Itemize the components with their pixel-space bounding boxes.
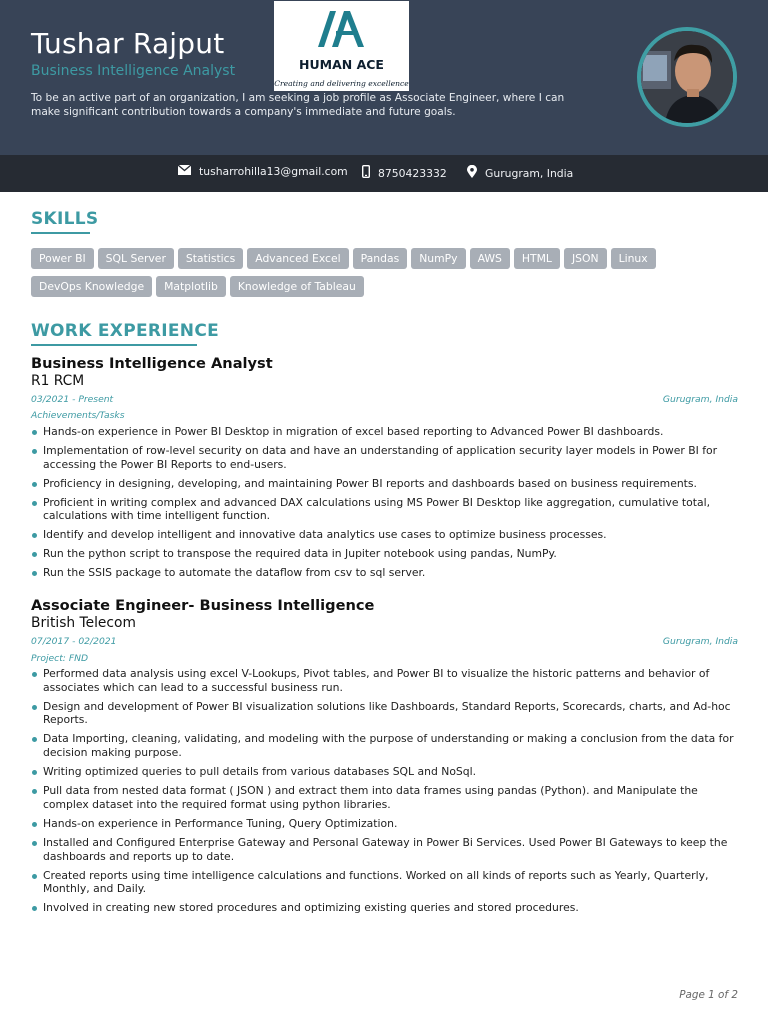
bullet-item: Hands-on experience in Power BI Desktop in migration of excel based reporting to Advanced Power BI dashboards.: [31, 425, 741, 439]
contact-phone[interactable]: [362, 165, 447, 181]
skill-chip: SQL Server: [98, 248, 174, 269]
contact-email[interactable]: [178, 165, 348, 178]
skill-chip: Advanced Excel: [247, 248, 348, 269]
profile-photo-image: [641, 31, 733, 123]
skill-chip: JSON: [564, 248, 607, 269]
contact-bar: [0, 155, 768, 192]
location-pin-icon: [467, 165, 477, 181]
email-text: tusharrohilla13@gmail.com: [199, 165, 348, 178]
skill-chip: NumPy: [411, 248, 465, 269]
resume-header: [0, 0, 768, 155]
profile-photo: [637, 27, 737, 127]
bullet-item: Proficient in writing complex and advanced DAX calculations using MS Power BI Desktop like aggregation, cumulative total, calculations with time intelligent function.: [31, 496, 741, 523]
job-location: Gurugram, India: [662, 636, 738, 647]
job-dates: 03/2021 - Present: [31, 394, 114, 405]
contact-location: [467, 165, 573, 181]
logo-tagline: Creating and delivering excellence: [274, 79, 409, 88]
page-number: Page 1 of 2: [679, 989, 738, 1001]
bullet-item: Data Importing, cleaning, validating, and modeling with the purpose of understanding or making a conclusion from the data for decision making purpose.: [31, 732, 741, 759]
bullet-item: Writing optimized queries to pull details from various databases SQL and NoSql.: [31, 765, 741, 779]
bullet-item: Run the python script to transpose the required data in Jupiter notebook using pandas, NumPy.: [31, 547, 741, 561]
bullet-item: Performed data analysis using excel V-Lookups, Pivot tables, and Power BI to visualize the historic patterns and behavior of associates which can lead to a successful business run.: [31, 667, 741, 694]
experience-heading: WORK EXPERIENCE: [31, 321, 220, 341]
bullet-item: Hands-on experience in Performance Tuning, Query Optimization.: [31, 817, 741, 831]
skills-list: [31, 247, 741, 303]
location-text: Gurugram, India: [485, 166, 574, 180]
job-bullets: [31, 425, 741, 585]
job-bullets: [31, 667, 741, 920]
job-location: Gurugram, India: [662, 394, 738, 405]
bullet-item: Pull data from nested data format ( JSON ) and extract them into data frames using pandas (Python). and Manipulate the complex dataset into the required format using python libraries.: [31, 784, 741, 811]
job-dates: 07/2017 - 02/2021: [31, 636, 117, 647]
skills-heading-rule: [31, 232, 90, 234]
bullet-item: Involved in creating new stored procedures and optimizing existing queries and stored procedures.: [31, 901, 741, 915]
career-summary: To be an active part of an organization, I am seeking a job profile as Associate Engineer, where I can make significant contribution towards a company's immediate and future goals.: [31, 92, 565, 118]
skill-chip: Pandas: [353, 248, 408, 269]
bullet-item: Proficiency in designing, developing, and maintaining Power BI reports and dashboards based on business requirements.: [31, 477, 741, 491]
candidate-name: Tushar Rajput: [31, 27, 225, 60]
envelope-icon: [178, 165, 191, 178]
skill-chip: Statistics: [178, 248, 243, 269]
skill-chip: Linux: [611, 248, 656, 269]
skill-chip: Matplotlib: [156, 276, 226, 297]
skill-chip: Power BI: [31, 248, 94, 269]
bullet-item: Design and development of Power BI visualization solutions like Dashboards, Standard Reports, Scorecards, charts, and Ad-hoc Reports.: [31, 700, 741, 727]
job-company: R1 RCM: [31, 373, 85, 389]
experience-heading-rule: [31, 344, 197, 346]
job-company: British Telecom: [31, 615, 136, 631]
skill-chip: Knowledge of Tableau: [230, 276, 364, 297]
bullet-item: Installed and Configured Enterprise Gateway and Personal Gateway in Power Bi Services. Used Power BI Gateways to keep the dashboards and reports up to date.: [31, 836, 741, 863]
job-sublabel: Project: FND: [31, 653, 89, 664]
job-sublabel: Achievements/Tasks: [31, 410, 125, 421]
skill-chip: DevOps Knowledge: [31, 276, 152, 297]
human-ace-logo-icon: [316, 9, 366, 49]
skill-chip: AWS: [470, 248, 510, 269]
candidate-title: Business Intelligence Analyst: [31, 63, 236, 79]
logo-name: HUMAN ACE: [299, 57, 384, 72]
job-title: Associate Engineer- Business Intelligence: [31, 597, 375, 614]
skill-chip: HTML: [514, 248, 560, 269]
bullet-item: Created reports using time intelligence calculations and functions. Worked on all kinds of reports such as Yearly, Quarterly, Monthly, and Daily.: [31, 869, 741, 896]
skills-heading: SKILLS: [31, 209, 99, 229]
bullet-item: Identify and develop intelligent and innovative data analytics use cases to optimize business processes.: [31, 528, 741, 542]
company-logo: [274, 1, 409, 91]
phone-icon: [362, 165, 370, 181]
bullet-item: Implementation of row-level security on data and have an understanding of application security layer models in Power BI for accessing the Power BI Reports to end-users.: [31, 444, 741, 471]
bullet-item: Run the SSIS package to automate the dataflow from csv to sql server.: [31, 566, 741, 580]
phone-text: 8750423332: [378, 166, 447, 180]
job-title: Business Intelligence Analyst: [31, 355, 273, 372]
